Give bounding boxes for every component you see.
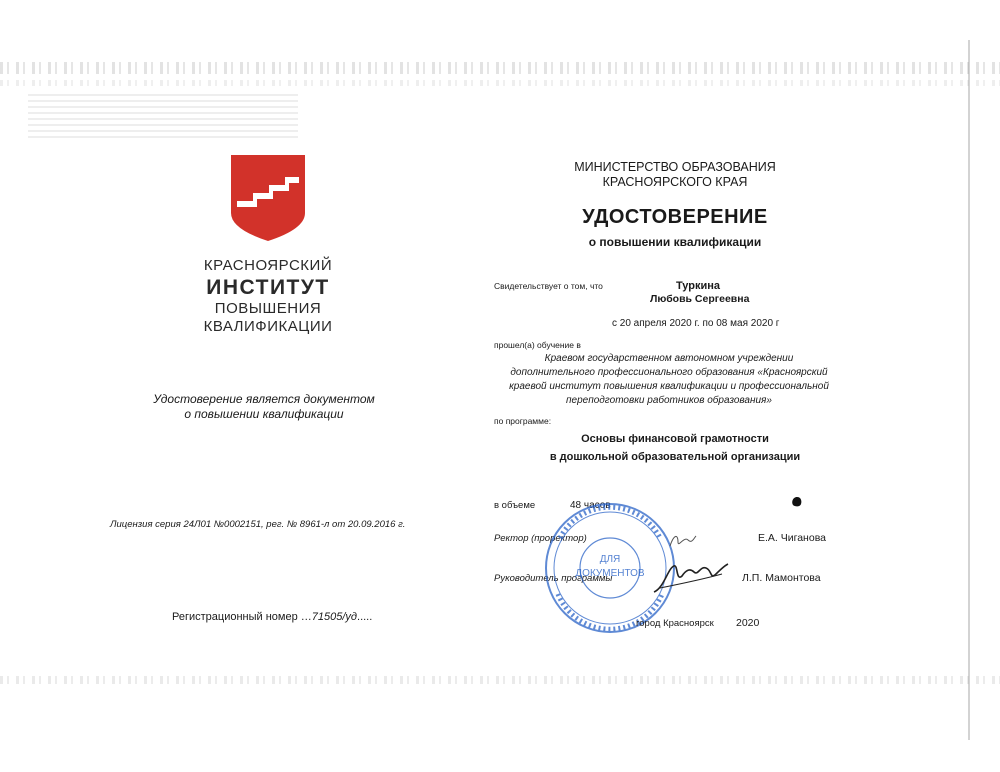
organization-line-1: Краевом государственном автономном учреждении <box>544 353 794 364</box>
organization-line-2: дополнительного профессионального образования «Красноярский <box>510 367 828 378</box>
institute-name-line-4: КВАЛИФИКАЦИИ <box>203 318 333 335</box>
person-surname: Туркина <box>676 280 721 292</box>
organization-name <box>484 352 854 408</box>
hours-value: 48 часов <box>570 500 611 511</box>
hours-label: в объеме <box>494 500 536 511</box>
institute-name-line-1: КРАСНОЯРСКИЙ <box>203 257 333 274</box>
rector-name: Е.А. Чиганова <box>758 532 826 544</box>
document-subtitle: о повышении квалификации <box>588 235 762 249</box>
registration-label: Регистрационный номер <box>172 611 298 623</box>
scan-artifact-edge <box>968 40 970 740</box>
registration-value: 71505/уд <box>311 611 358 623</box>
training-period: с 20 апреля 2020 г. по 08 мая 2020 г <box>612 318 780 329</box>
organization-line-3: краевой институт повышения квалификации и профессиональной <box>509 381 829 392</box>
document-title: УДОСТОВЕРЕНИЕ <box>582 206 768 228</box>
ministry-line-2: КРАСНОЯРСКОГО КРАЯ <box>602 175 748 189</box>
rector-signature-icon <box>668 530 698 552</box>
institute-name-line-3: ПОВЫШЕНИЯ <box>214 300 322 317</box>
certifies-label: Свидетельствует о том, что <box>494 281 603 291</box>
program-name-line-1: Основы финансовой грамотности <box>581 433 769 445</box>
registration-trailer: ..... <box>357 611 373 623</box>
person-given-names: Любовь Сергеевна <box>650 293 750 305</box>
year: 2020 <box>736 617 760 629</box>
institute-name-line-2: ИНСТИТУТ <box>206 276 330 299</box>
scan-artifact-top-2 <box>0 80 1000 86</box>
rector-label: Ректор (проректор) <box>494 533 587 544</box>
trained-label: прошел(а) обучение в <box>494 340 581 350</box>
program-label: по программе: <box>494 416 552 426</box>
institute-emblem-icon <box>231 155 305 241</box>
city: город Красноярск <box>636 618 714 629</box>
organization-line-4: переподготовки работников образования» <box>566 395 772 406</box>
document-note-line-1: Удостоверение является документом <box>153 392 375 406</box>
license-info: Лицензия серия 24Л01 №0002151, рег. № 8961-л от 20.09.2016 г. <box>110 519 406 530</box>
registration-leader: … <box>300 611 312 623</box>
scan-artifact-bottom <box>0 676 1000 684</box>
ministry-line-1: МИНИСТЕРСТВО ОБРАЗОВАНИЯ <box>574 160 776 174</box>
svg-text:ДОКУМЕНТОВ: ДОКУМЕНТОВ <box>575 568 645 579</box>
program-head-name: Л.П. Мамонтова <box>742 572 821 584</box>
svg-text:ДЛЯ: ДЛЯ <box>599 554 621 565</box>
document-note-line-2: о повышении квалификации <box>184 407 344 421</box>
ink-blot-icon <box>791 496 803 508</box>
registration-number <box>172 611 372 623</box>
program-name-line-2: в дошкольной образовательной организации <box>549 451 801 463</box>
scan-artifact-fold <box>28 90 298 138</box>
scan-artifact-top <box>0 62 1000 74</box>
program-head-signature-icon <box>650 558 730 598</box>
program-head-label: Руководитель программы <box>494 573 613 584</box>
